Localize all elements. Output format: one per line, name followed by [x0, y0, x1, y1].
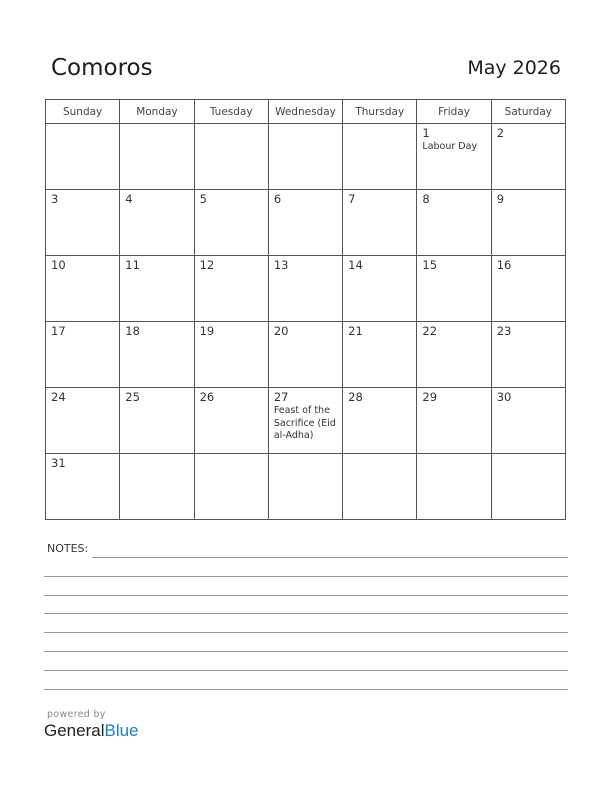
day-cell — [268, 124, 342, 190]
calendar-country-title: Comoros — [51, 55, 153, 81]
weekday-header: Monday — [120, 100, 194, 124]
day-number: 7 — [348, 192, 356, 206]
day-number: 15 — [422, 258, 438, 272]
day-cell — [194, 454, 268, 520]
day-cell — [194, 190, 268, 256]
day-cell — [46, 454, 120, 520]
day-cell — [46, 256, 120, 322]
day-number: 28 — [348, 390, 363, 404]
day-cell — [491, 190, 565, 256]
day-number: 13 — [273, 258, 289, 272]
day-cell — [120, 124, 194, 190]
day-cell — [417, 190, 491, 256]
day-cell — [120, 190, 194, 256]
day-number: 16 — [496, 258, 512, 272]
day-cell — [343, 190, 417, 256]
day-cell — [491, 454, 565, 520]
day-number: 24 — [51, 390, 66, 404]
note-line — [44, 576, 568, 577]
day-number: 19 — [199, 324, 215, 338]
day-number: 8 — [422, 192, 430, 206]
week-row — [46, 256, 566, 322]
calendar-grid — [45, 99, 566, 520]
day-cell — [343, 322, 417, 388]
day-number: 5 — [199, 192, 207, 206]
week-row — [46, 190, 566, 256]
day-cell — [268, 190, 342, 256]
day-cell — [491, 388, 565, 454]
note-line — [44, 613, 568, 614]
day-cell — [491, 124, 565, 190]
weekday-header-row — [46, 100, 566, 124]
day-cell — [417, 454, 491, 520]
day-cell — [120, 322, 194, 388]
day-number: 21 — [348, 324, 363, 338]
day-cell — [343, 256, 417, 322]
day-cell — [343, 124, 417, 190]
day-number: 29 — [422, 390, 438, 404]
holiday-label: Feast of the Sacrifice (Eid al-Adha) — [273, 405, 336, 441]
day-number: 1 — [422, 126, 430, 140]
brand-general: General — [44, 721, 105, 740]
day-number: 6 — [273, 192, 282, 206]
day-cell — [417, 124, 491, 190]
day-cell — [194, 124, 268, 190]
day-number: 26 — [199, 390, 215, 404]
day-number: 23 — [496, 324, 512, 338]
day-number: 11 — [125, 258, 140, 272]
note-line — [44, 632, 568, 633]
week-row — [46, 388, 566, 454]
weekday-header: Wednesday — [268, 100, 342, 124]
day-number: 14 — [348, 258, 363, 272]
day-cell — [46, 322, 120, 388]
day-number: 9 — [496, 192, 505, 206]
weekday-header: Friday — [417, 100, 491, 124]
brand-blue: Blue — [104, 721, 139, 740]
day-cell — [120, 256, 194, 322]
day-number: 3 — [51, 192, 59, 206]
day-cell — [417, 256, 491, 322]
day-cell — [268, 322, 342, 388]
day-number: 27 — [273, 390, 289, 404]
week-row — [46, 124, 566, 190]
weekday-header: Saturday — [491, 100, 565, 124]
day-cell — [194, 388, 268, 454]
day-cell — [46, 124, 120, 190]
holiday-label: Labour Day — [422, 141, 478, 152]
note-line — [44, 689, 568, 690]
day-cell — [194, 322, 268, 388]
weekday-header: Sunday — [46, 100, 120, 124]
week-row — [46, 454, 566, 520]
day-number: 31 — [51, 456, 66, 470]
weekday-header: Tuesday — [194, 100, 268, 124]
day-cell — [417, 322, 491, 388]
day-number: 10 — [51, 258, 66, 272]
day-cell — [120, 454, 194, 520]
day-cell — [491, 322, 565, 388]
week-row — [46, 322, 566, 388]
notes-label: NOTES: — [47, 542, 89, 555]
calendar-month-title: May 2026 — [467, 57, 561, 79]
day-cell — [343, 388, 417, 454]
day-number: 12 — [199, 258, 215, 272]
day-number: 20 — [273, 324, 289, 338]
powered-by-text: powered by — [47, 709, 106, 720]
day-cell — [268, 256, 342, 322]
day-number: 22 — [422, 324, 438, 338]
day-number: 25 — [125, 390, 140, 404]
day-cell — [46, 190, 120, 256]
note-line — [44, 595, 568, 596]
brand-logo — [44, 721, 139, 741]
note-line — [44, 670, 568, 671]
day-cell — [417, 388, 491, 454]
day-number: 4 — [125, 192, 133, 206]
day-cell — [491, 256, 565, 322]
day-cell — [194, 256, 268, 322]
weekday-header: Thursday — [343, 100, 417, 124]
day-cell — [268, 388, 342, 454]
day-cell — [46, 388, 120, 454]
day-cell — [120, 388, 194, 454]
note-line — [44, 651, 568, 652]
day-number: 17 — [51, 324, 66, 338]
day-cell — [343, 454, 417, 520]
day-number: 2 — [496, 126, 505, 140]
day-number: 30 — [496, 390, 512, 404]
note-line — [92, 557, 568, 558]
day-number: 18 — [125, 324, 140, 338]
day-cell — [268, 454, 342, 520]
